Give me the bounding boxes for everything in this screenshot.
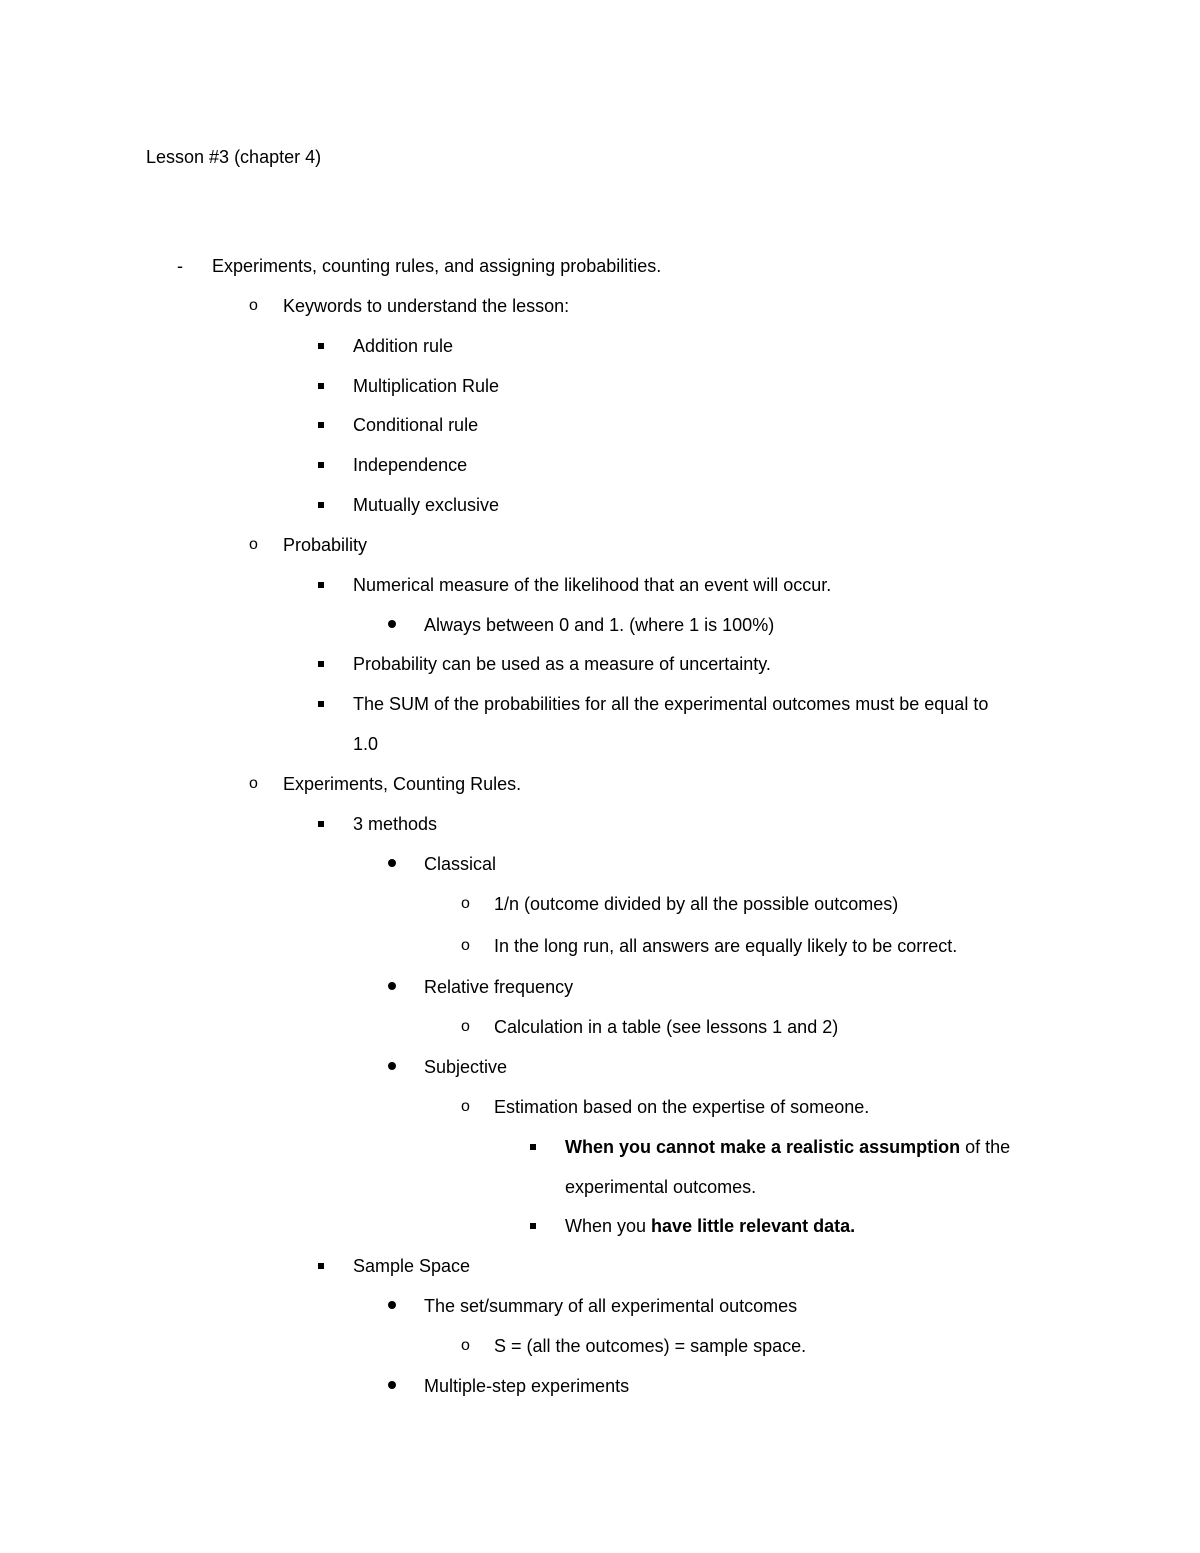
bold-text: When you cannot make a realistic assumption (565, 1137, 961, 1157)
square-bullet-icon (318, 502, 324, 508)
list-item: Subjective (424, 1057, 508, 1077)
list-item: Probability (283, 535, 368, 555)
square-bullet-icon (318, 383, 324, 389)
circle-bullet: o (249, 297, 258, 314)
list-item: Estimation based on the expertise of someone. (494, 1097, 870, 1117)
circle-bullet: o (461, 1337, 470, 1354)
list-item: S = (all the outcomes) = sample space. (494, 1336, 807, 1356)
dot-bullet-icon (388, 1381, 396, 1389)
square-bullet-icon (318, 422, 324, 428)
circle-bullet: o (249, 536, 258, 553)
list-item: Classical (424, 854, 497, 874)
list-item: Experiments, counting rules, and assigning probabilities. (212, 256, 662, 276)
square-bullet-icon (318, 821, 324, 827)
list-item: Keywords to understand the lesson: (283, 296, 570, 316)
list-item: Calculation in a table (see lessons 1 and 2) (494, 1017, 839, 1037)
list-item (565, 1135, 1010, 1159)
list-item: Numerical measure of the likelihood that an event will occur. (353, 575, 832, 595)
list-item: 3 methods (353, 814, 438, 834)
text: of the (960, 1137, 1011, 1157)
circle-bullet: o (461, 895, 470, 912)
list-item: 1/n (outcome divided by all the possible outcomes) (494, 894, 899, 914)
list-item: In the long run, all answers are equally likely to be correct. (494, 936, 958, 956)
square-bullet-icon (318, 701, 324, 707)
list-item: Multiple-step experiments (424, 1376, 630, 1396)
square-bullet-icon (318, 462, 324, 468)
dash-bullet: - (177, 256, 183, 276)
list-item: Independence (353, 455, 468, 475)
circle-bullet: o (461, 937, 470, 954)
dot-bullet-icon (388, 859, 396, 867)
square-bullet-icon (318, 661, 324, 667)
list-item-continuation: 1.0 (353, 734, 379, 754)
list-item: Addition rule (353, 336, 454, 356)
list-item: Experiments, Counting Rules. (283, 774, 522, 794)
bold-text: have little relevant data. (651, 1216, 856, 1236)
dot-bullet-icon (388, 620, 396, 628)
list-item: The set/summary of all experimental outcomes (424, 1296, 798, 1316)
square-bullet-icon (530, 1223, 536, 1229)
square-bullet-icon (318, 343, 324, 349)
square-bullet-icon (530, 1144, 536, 1150)
document-title: Lesson #3 (chapter 4) (146, 147, 322, 167)
dot-bullet-icon (388, 1301, 396, 1309)
list-item-continuation: experimental outcomes. (565, 1177, 757, 1197)
list-item: The SUM of the probabilities for all the experimental outcomes must be equal to (353, 694, 989, 714)
list-item: Probability can be used as a measure of uncertainty. (353, 654, 771, 674)
list-item: Relative frequency (424, 977, 574, 997)
list-item: Sample Space (353, 1256, 471, 1276)
list-item (565, 1214, 855, 1238)
square-bullet-icon (318, 582, 324, 588)
text: When you (565, 1216, 652, 1236)
dot-bullet-icon (388, 982, 396, 990)
list-item: Always between 0 and 1. (where 1 is 100%) (424, 615, 775, 635)
square-bullet-icon (318, 1263, 324, 1269)
list-item: Conditional rule (353, 415, 479, 435)
list-item: Mutually exclusive (353, 495, 500, 515)
dot-bullet-icon (388, 1062, 396, 1070)
circle-bullet: o (249, 775, 258, 792)
circle-bullet: o (461, 1018, 470, 1035)
list-item: Multiplication Rule (353, 376, 500, 396)
circle-bullet: o (461, 1098, 470, 1115)
